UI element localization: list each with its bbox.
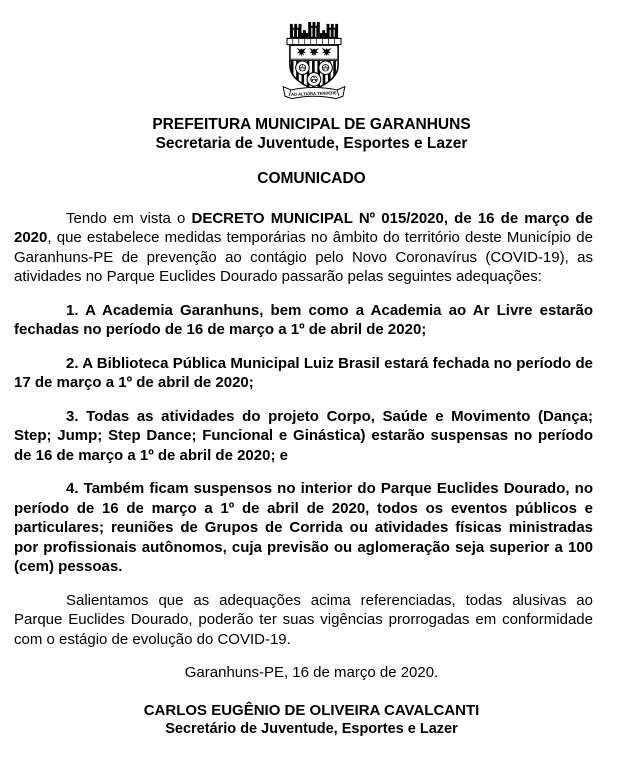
crest-container <box>24 21 603 107</box>
letterhead <box>22 116 601 153</box>
list-item-4: 4. Também ficam suspensos no interior do Parque Euclides Dourado, no período de 16 de março a 1º de abril de 2020, todos os eventos públicos e particulares; reuniões de Grupos de Corrida ou atividades físicas ministradas por profissionais autônomos, cuja previsão ou aglomeração seja superior a 100 (cem) pessoas. <box>14 480 593 575</box>
intro-post: , que estabelece medidas temporárias no âmbito do território deste Município de Garanhuns-PE de prevenção ao contágio pelo Novo Coronavírus (COVID-19), as atividades no Parque Euclides Dourado passarão pelas seguintes adequações: <box>14 229 593 285</box>
communique-body <box>14 209 593 740</box>
crest-eagles <box>296 48 331 57</box>
intro-paragraph <box>14 209 593 287</box>
list-item-2: 2. A Biblioteca Pública Municipal Luiz Brasil estará fechada no período de 17 de março a 1º de abril de 2020; <box>14 354 593 391</box>
crest-crown <box>287 22 341 45</box>
org-name: PREFEITURA MUNICIPAL DE GARANHUNS <box>152 116 471 133</box>
intro-pre: Tendo em vista o <box>66 209 192 227</box>
municipal-crest-icon <box>282 21 346 102</box>
crest-shield <box>289 45 337 89</box>
signature-name: CARLOS EUGÊNIO DE OLIVEIRA CAVALCANTI <box>143 701 480 719</box>
closing-paragraph: Salientamos que as adequações acima referenciadas, todas alusivas ao Parque Euclides Dourado, poderão ter suas vigências prorrogadas em conformidade com o estágio de evolução do COVID-19. <box>14 591 593 648</box>
crest-motto-label: AD ALTIORA TENDERE <box>290 90 337 97</box>
list-item-1: 1. A Academia Garanhuns, bem como a Academia ao Ar Livre estarão fechadas no período de 16 de março a 1º de abril de 2020; <box>14 301 593 338</box>
list-item-3: 3. Todas as atividades do projeto Corpo, Saúde e Movimento (Dança; Step; Jump; Step Dance; Funcional e Ginástica) estarão suspensas no período de 16 de março a 1º de abril de 2020; e <box>14 407 593 464</box>
signature-block <box>22 701 601 740</box>
intro-decree-reference: DECRETO MUNICIPAL Nº 015/2020, de 16 de março de 2020 <box>14 209 593 246</box>
crest-motto-ribbon <box>283 87 345 99</box>
page-title: COMUNICADO <box>257 170 366 187</box>
dateline: Garanhuns-PE, 16 de março de 2020. <box>184 664 439 681</box>
org-department: Secretaria de Juventude, Esportes e Lazer <box>155 134 468 152</box>
signature-role: Secretário de Juventude, Esportes e Lazer <box>165 721 458 737</box>
